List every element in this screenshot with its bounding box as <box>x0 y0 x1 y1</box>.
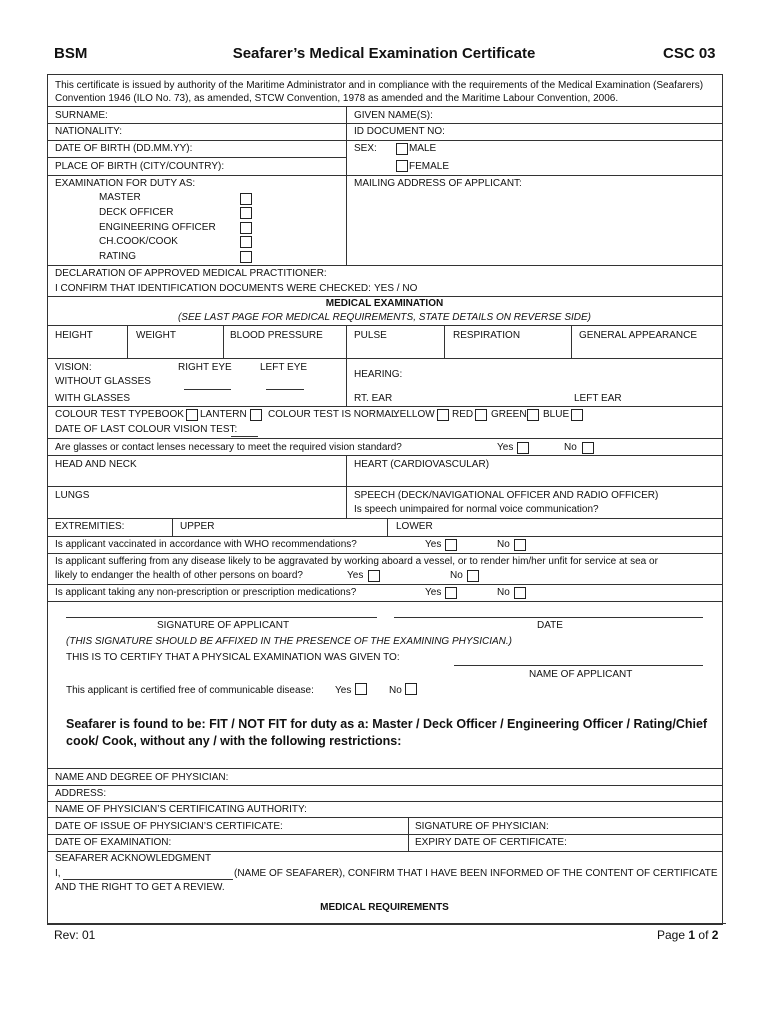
sex-label: SEX: <box>354 143 377 154</box>
acknowledgment-title: SEAFARER ACKNOWLEDGMENT <box>55 853 212 864</box>
glasses-question: Are glasses or contact lenses necessary to meet the required vision standard? <box>55 442 402 453</box>
colour-test-type-label: COLOUR TEST TYPE: <box>55 409 158 420</box>
applicant-signature-line[interactable] <box>66 617 377 618</box>
female-label: FEMALE <box>409 161 450 172</box>
applicant-signature-label: SIGNATURE OF APPLICANT <box>157 620 290 631</box>
declaration-title: DECLARATION OF APPROVED MEDICAL PRACTITIONER: <box>55 268 327 279</box>
right-eye-label: RIGHT EYE <box>178 362 232 373</box>
exam-duty-label: EXAMINATION FOR DUTY AS: <box>55 178 196 189</box>
yellow-checkbox[interactable] <box>437 409 449 421</box>
book-checkbox[interactable] <box>186 409 198 421</box>
revision: Rev: 01 <box>54 928 96 942</box>
physician-name-label: NAME AND DEGREE OF PHYSICIAN: <box>55 772 229 783</box>
left-ear-label: LEFT EAR <box>574 393 622 404</box>
last-colour-test-label: DATE OF LAST COLOUR VISION TEST: <box>55 424 238 435</box>
duty-engineering-officer-checkbox[interactable] <box>240 222 252 234</box>
male-label: MALE <box>409 143 437 154</box>
header-left: BSM <box>54 45 88 62</box>
disease-yes-label: Yes <box>347 570 364 581</box>
certificate-issue-date-label: DATE OF ISSUE OF PHYSICIAN’S CERTIFICATE: <box>55 821 283 832</box>
acknowledgment-line2: AND THE RIGHT TO GET A REVIEW. <box>55 882 225 893</box>
blue-checkbox[interactable] <box>571 409 583 421</box>
physician-address-label: ADDRESS: <box>55 788 107 799</box>
vaccinated-question: Is applicant vaccinated in accordance with WHO recommendations? <box>55 539 357 550</box>
disease-question-line2: likely to endanger the health of other persons on board? <box>55 570 303 581</box>
vaccinated-yes-checkbox[interactable] <box>445 539 457 551</box>
left-eye-label: LEFT EYE <box>260 362 308 373</box>
general-appearance-label: GENERAL APPEARANCE <box>579 330 698 341</box>
physician-signature-label: SIGNATURE OF PHYSICIAN: <box>415 821 549 832</box>
head-neck-label: HEAD AND NECK <box>55 459 137 470</box>
page-number <box>657 928 718 942</box>
respiration-label: RESPIRATION <box>453 330 521 341</box>
free-disease-yes-checkbox[interactable] <box>355 683 367 695</box>
duty-master-checkbox[interactable] <box>240 193 252 205</box>
heart-label: HEART (CARDIOVASCULAR) <box>354 459 490 470</box>
given-names-label: GIVEN NAME(S): <box>354 110 433 121</box>
colour-normal-label: COLOUR TEST IS NORMAL: <box>268 409 400 420</box>
page-current: 1 <box>688 928 696 942</box>
name-applicant-line[interactable] <box>454 665 703 666</box>
header-right: CSC 03 <box>663 45 716 62</box>
speech-label: SPEECH (DECK/NAVIGATIONAL OFFICER AND RADIO OFFICER) <box>354 490 659 501</box>
free-disease-text: This applicant is certified free of communicable disease: <box>66 685 314 696</box>
glasses-yes-checkbox[interactable] <box>517 442 529 454</box>
extremities-label: EXTREMITIES: <box>55 521 125 532</box>
medications-no-checkbox[interactable] <box>514 587 526 599</box>
blood-pressure-label: BLOOD PRESSURE <box>230 330 323 341</box>
medical-exam-title: MEDICAL EXAMINATION <box>325 298 444 309</box>
glasses-no-checkbox[interactable] <box>582 442 594 454</box>
speech-question: Is speech unimpaired for normal voice communication? <box>354 504 599 515</box>
medical-requirements-title: MEDICAL REQUIREMENTS <box>320 902 449 913</box>
nationality-label: NATIONALITY: <box>55 126 123 137</box>
duty-master-label: MASTER <box>99 192 141 203</box>
duty-engineering-officer-label: ENGINEERING OFFICER <box>99 222 216 233</box>
blue-label: BLUE <box>543 409 570 420</box>
declaration-confirm: I CONFIRM THAT IDENTIFICATION DOCUMENTS WERE CHECKED: <box>55 283 371 294</box>
fit-statement: Seafarer is found to be: FIT / NOT FIT for duty as a: Master / Deck Officer / Engineering Officer / Rating/Chief cook/ Cook, without any / with the following restrictions: <box>66 717 708 748</box>
vaccinated-yes-label: Yes <box>425 539 442 550</box>
red-label: RED <box>452 409 474 420</box>
green-checkbox[interactable] <box>527 409 539 421</box>
lantern-label: LANTERN <box>200 409 247 420</box>
medications-yes-checkbox[interactable] <box>445 587 457 599</box>
lungs-label: LUNGS <box>55 490 90 501</box>
expiry-date-label: EXPIRY DATE OF CERTIFICATE: <box>415 837 567 848</box>
lantern-checkbox[interactable] <box>250 409 262 421</box>
free-disease-no-checkbox[interactable] <box>405 683 417 695</box>
duty-cook-checkbox[interactable] <box>240 236 252 248</box>
book-label: BOOK <box>155 409 184 420</box>
male-checkbox[interactable] <box>396 143 408 155</box>
hearing-label: HEARING: <box>354 369 403 380</box>
pob-label: PLACE OF BIRTH (CITY/COUNTRY): <box>55 161 225 172</box>
mailing-address-label: MAILING ADDRESS OF APPLICANT: <box>354 178 522 189</box>
disease-question-line1: Is applicant suffering from any disease likely to be aggravated by working aboard a vessel, or to render him/her unfit for service at sea or <box>55 556 658 567</box>
date-label: DATE <box>537 620 563 631</box>
duty-rating-label: RATING <box>99 251 137 262</box>
declaration-yes-no[interactable]: YES / NO <box>374 283 418 294</box>
vision-label: VISION: <box>55 362 92 373</box>
disease-yes-checkbox[interactable] <box>368 570 380 582</box>
yellow-label: YELLOW <box>393 409 435 420</box>
upper-label: UPPER <box>180 521 215 532</box>
height-label: HEIGHT <box>55 330 93 341</box>
female-checkbox[interactable] <box>396 160 408 172</box>
green-label: GREEN <box>491 409 527 420</box>
physician-authority-label: NAME OF PHYSICIAN’S CERTIFICATING AUTHORITY: <box>55 804 307 815</box>
medications-no-label: No <box>497 587 510 598</box>
pulse-label: PULSE <box>354 330 387 341</box>
exam-date-label: DATE OF EXAMINATION: <box>55 837 172 848</box>
certify-text: THIS IS TO CERTIFY THAT A PHYSICAL EXAMINATION WAS GIVEN TO: <box>66 652 400 663</box>
glasses-yes-label: Yes <box>497 442 514 453</box>
acknowledgment-text: (NAME OF SEAFARER), CONFIRM THAT I HAVE BEEN INFORMED OF THE CONTENT OF CERTIFICATE <box>234 868 718 879</box>
surname-label: SURNAME: <box>55 110 108 121</box>
glasses-no-label: No <box>564 442 577 453</box>
name-applicant-label: NAME OF APPLICANT <box>529 669 633 680</box>
red-checkbox[interactable] <box>475 409 487 421</box>
free-disease-no-label: No <box>389 685 402 696</box>
disease-no-label: No <box>450 570 463 581</box>
medications-question: Is applicant taking any non-prescription or prescription medications? <box>55 587 357 598</box>
medications-yes-label: Yes <box>425 587 442 598</box>
free-disease-yes-label: Yes <box>335 685 352 696</box>
duty-deck-officer-label: DECK OFFICER <box>99 207 174 218</box>
id-document-label: ID DOCUMENT NO: <box>354 126 445 137</box>
with-glasses-label: WITH GLASSES <box>55 393 131 404</box>
vaccinated-no-label: No <box>497 539 510 550</box>
lower-label: LOWER <box>396 521 433 532</box>
rt-ear-label: RT. EAR <box>354 393 393 404</box>
of-word: of <box>698 928 709 942</box>
seafarer-name-line[interactable] <box>63 879 233 880</box>
dob-label: DATE OF BIRTH (DD.MM.YY): <box>55 143 193 154</box>
date-line[interactable] <box>394 617 703 618</box>
acknowledgment-i: I, <box>55 868 61 879</box>
disease-no-checkbox[interactable] <box>467 570 479 582</box>
duty-cook-label: CH.COOK/COOK <box>99 236 178 247</box>
vaccinated-no-checkbox[interactable] <box>514 539 526 551</box>
page-word: Page <box>657 928 686 942</box>
duty-rating-checkbox[interactable] <box>240 251 252 263</box>
without-glasses-label: WITHOUT GLASSES <box>55 376 151 387</box>
page-title: Seafarer’s Medical Examination Certificate <box>232 45 536 62</box>
page-total: 2 <box>711 928 719 942</box>
medical-exam-subtitle: (SEE LAST PAGE FOR MEDICAL REQUIREMENTS, STATE DETAILS ON REVERSE SIDE) <box>177 312 592 323</box>
duty-deck-officer-checkbox[interactable] <box>240 207 252 219</box>
intro-text: This certificate is issued by authority of the Maritime Administrator and in compliance with the requirements of the Medical Examination (Seafarers) Convention 1946 (ILO No. 73), as amended, STCW Convention, 1978 as amended and the Maritime Labour Convention, 2006. <box>55 80 704 104</box>
signature-presence-note: (THIS SIGNATURE SHOULD BE AFFIXED IN THE PRESENCE OF THE EXAMINING PHYSICIAN.) <box>66 636 512 647</box>
weight-label: WEIGHT <box>136 330 176 341</box>
